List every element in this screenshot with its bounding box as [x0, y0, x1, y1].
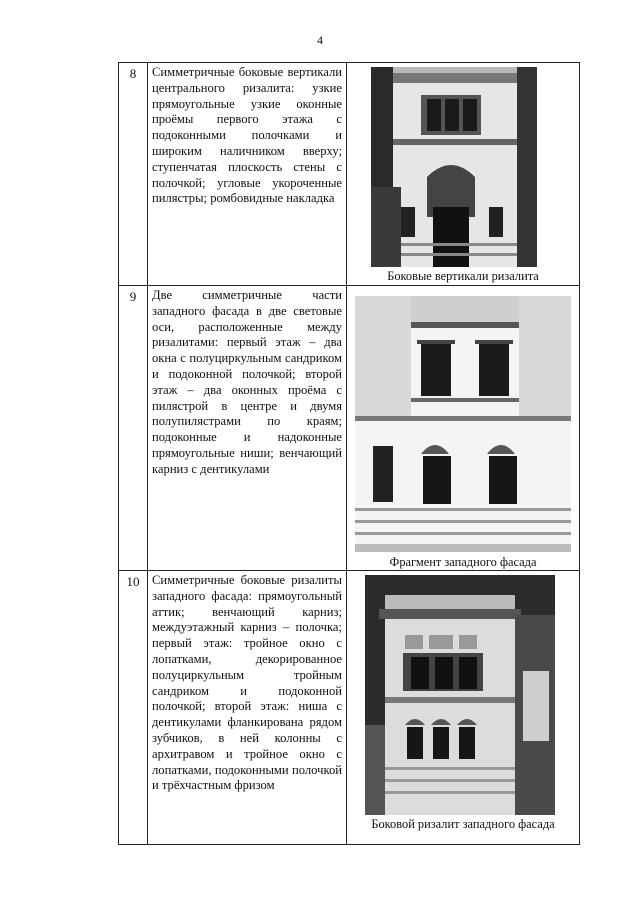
table-row	[119, 571, 580, 845]
table-row	[119, 63, 580, 286]
row-number: 10	[119, 571, 148, 845]
row-description: Симметричные боковые вертикали центрального ризалита: узкие прямоугольные узкие оконные проёмы первого этажа с подоконными полочками и широким наличником вверху; ступенчатая плоскость стены с полочкой; угловые укороченные пилястры; ромбовидные накладка	[148, 63, 347, 286]
facade-photo	[365, 575, 555, 815]
row-number: 8	[119, 63, 148, 286]
table-row	[119, 286, 580, 571]
facade-photo	[355, 296, 571, 552]
photo-caption: Боковой ризалит западного фасада	[371, 817, 555, 831]
photo-cell	[347, 571, 580, 845]
photo-cell	[347, 63, 580, 286]
row-number: 9	[119, 286, 148, 571]
row-description: Симметричные боковые ризалиты западного фасада: прямоугольный аттик; венчающий карниз; междуэтажный карниз – полочка; первый этаж: тройное окно с лопатками, декорированное полуциркульным тройным сандриком и подоконной полочкой; второй этаж: ниша с дентикулами фланкирована рядом зубчиков, в ней колонны с архитравом и тройное окно с лопатками, подоконными полочкой и трёхчастным фризом	[148, 571, 347, 845]
facade-photo	[371, 67, 537, 267]
photo-caption: Боковые вертикали ризалита	[387, 269, 539, 283]
page-number: 4	[317, 33, 323, 47]
row-description: Две симметричные части западного фасада в две световые оси, расположенные между ризалитами: первый этаж – два окна с полуциркульным сандриком и подоконной полочкой; второй этаж – два оконных проёма с пилястрой в центре и двумя полупилястрами по краям; подоконные и надоконные прямоугольные ниши; венчающий карниз с дентикулами	[148, 286, 347, 571]
spec-table	[118, 62, 580, 845]
photo-caption: Фрагмент западного фасада	[389, 555, 537, 569]
photo-cell	[347, 286, 580, 571]
